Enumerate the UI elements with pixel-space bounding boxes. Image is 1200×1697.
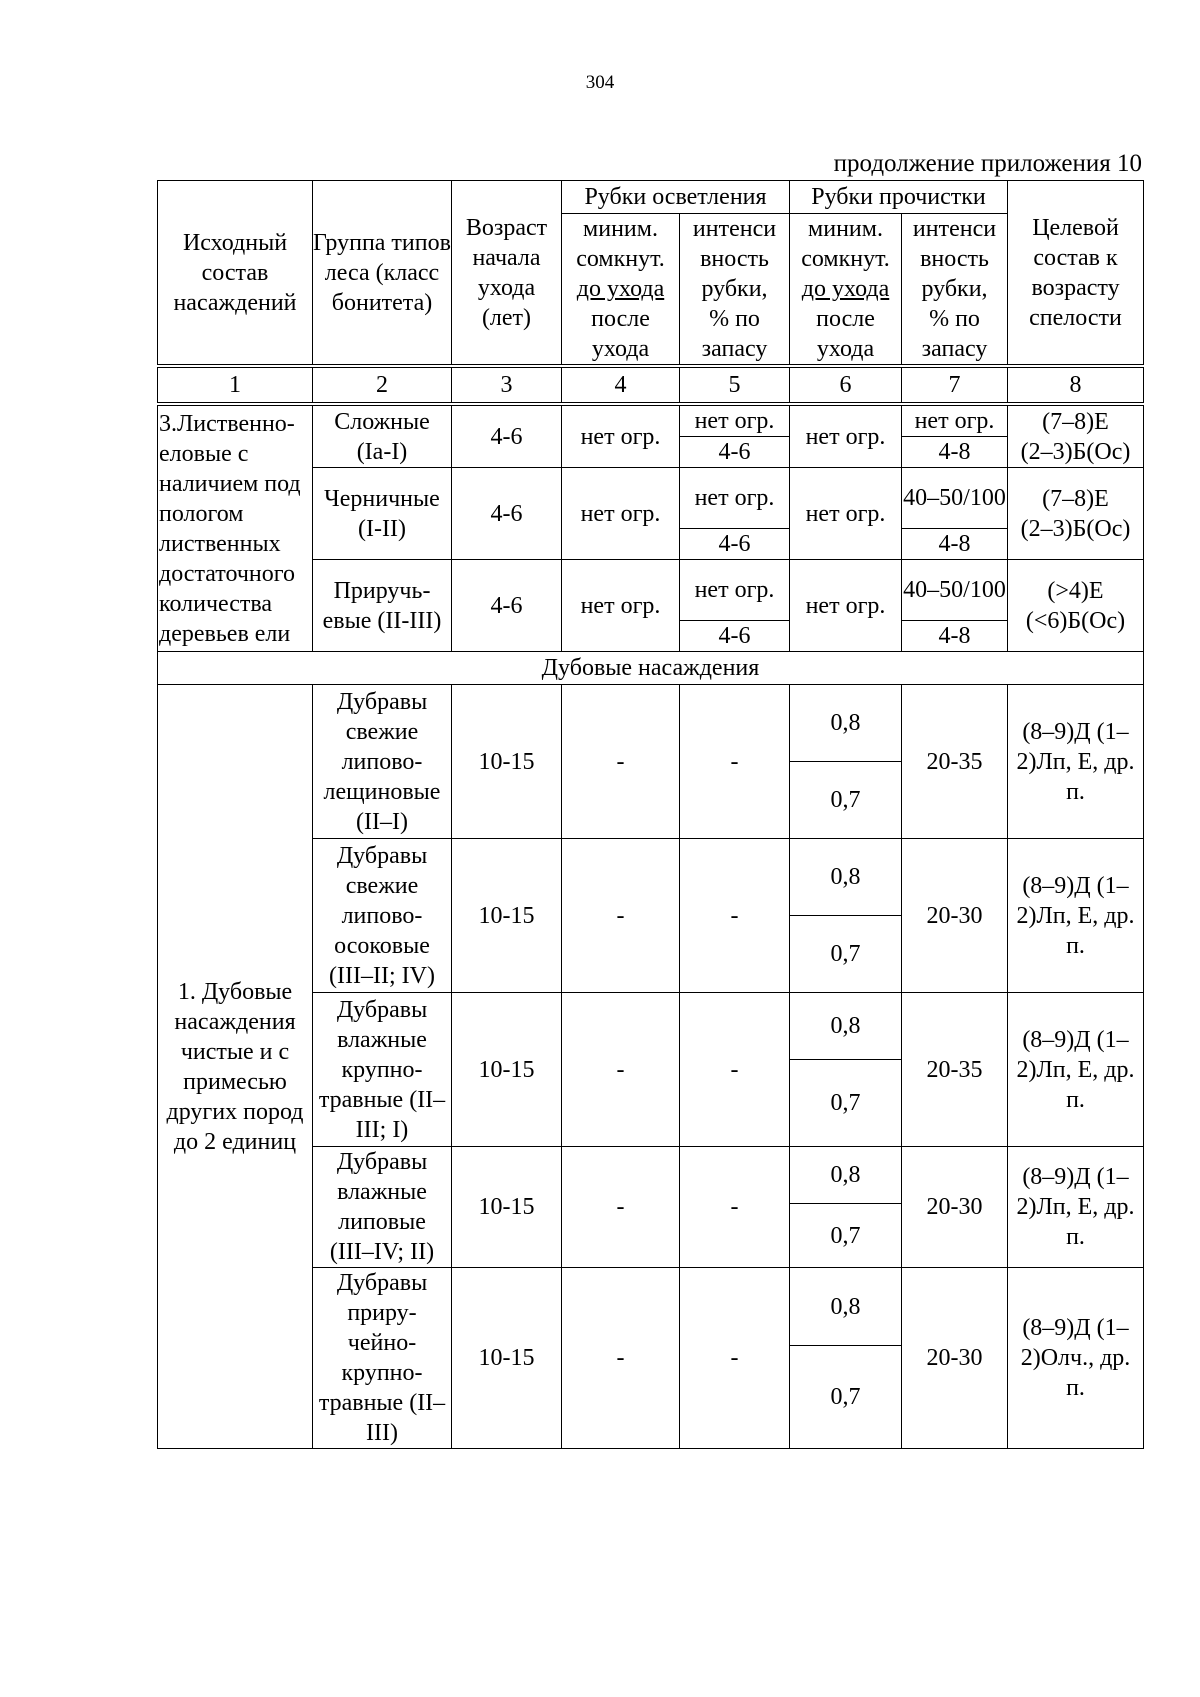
- forest-type-cell: Черничные (I-II): [313, 468, 452, 560]
- cleaning-intensity-cell: 20-30: [902, 1268, 1008, 1449]
- appendix-table-container: [157, 180, 1143, 1449]
- lightening-min-closure-cell: -: [562, 839, 680, 993]
- column-number-row: [158, 366, 1144, 404]
- target-composition-cell: (8–9)Д (1–2)Лп, Е, др. п.: [1008, 685, 1144, 839]
- cleaning-intensity-cell: 20-35: [902, 993, 1008, 1147]
- cleaning-min-closure-top-cell: 0,8: [790, 993, 902, 1060]
- lightening-min-closure-cell: -: [562, 993, 680, 1147]
- start-age-cell: 4-6: [452, 468, 562, 560]
- target-composition-cell: (>4)Е (<6)Б(Ос): [1008, 560, 1144, 652]
- cleaning-min-closure-top-cell: 0,8: [790, 1268, 902, 1346]
- lightening-intensity-cell: -: [680, 685, 790, 839]
- header-target-composition: Целевой состав к возрасту спелости: [1008, 181, 1144, 367]
- start-age-cell: 10-15: [452, 1268, 562, 1449]
- lightening-min-closure-cell: -: [562, 685, 680, 839]
- cleaning-min-closure-cell: нет огр.: [790, 560, 902, 652]
- target-composition-cell: (8–9)Д (1–2)Лп, Е, др. п.: [1008, 839, 1144, 993]
- forest-type-cell: Дубравы влажные липовые (III–IV; II): [313, 1147, 452, 1268]
- cleaning-intensity-top-cell: 40–50/100: [902, 560, 1008, 621]
- header-intensity-cleaning: интенси вность рубки, % по запасу: [902, 214, 1008, 367]
- lightening-min-closure-cell: нет огр.: [562, 560, 680, 652]
- column-number: 8: [1008, 366, 1144, 404]
- cleaning-min-closure-cell: нет огр.: [790, 468, 902, 560]
- lightening-intensity-bottom-cell: 4-6: [680, 529, 790, 560]
- column-number: 4: [562, 366, 680, 404]
- page-number: 304: [585, 72, 615, 93]
- column-number: 6: [790, 366, 902, 404]
- forest-type-cell: Дубравы приру-чейно-крупно-травные (II–III): [313, 1268, 452, 1449]
- header-initial-composition: Исходный состав насаждений: [158, 181, 313, 367]
- cleaning-intensity-bottom-cell: 4-8: [902, 529, 1008, 560]
- forest-type-cell: Дубравы свежие липово-осоковые (III–II; IV): [313, 839, 452, 993]
- start-age-cell: 10-15: [452, 685, 562, 839]
- cleaning-intensity-top-cell: нет огр.: [902, 404, 1008, 437]
- start-age-cell: 10-15: [452, 1147, 562, 1268]
- cleaning-min-closure-top-cell: 0,8: [790, 839, 902, 916]
- lightening-min-closure-cell: -: [562, 1147, 680, 1268]
- forest-type-cell: Приручь-евые (II-III): [313, 560, 452, 652]
- start-age-cell: 4-6: [452, 404, 562, 468]
- column-number: 3: [452, 366, 562, 404]
- cleaning-min-closure-bottom-cell: 0,7: [790, 916, 902, 993]
- cleaning-intensity-cell: 20-30: [902, 839, 1008, 993]
- cleaning-intensity-bottom-cell: 4-8: [902, 621, 1008, 652]
- lightening-intensity-top-cell: нет огр.: [680, 560, 790, 621]
- target-composition-cell: (8–9)Д (1–2)Лп, Е, др. п.: [1008, 1147, 1144, 1268]
- header-forest-type-group: Группа типов леса (класс бонитета): [313, 181, 452, 367]
- lightening-intensity-top-cell: нет огр.: [680, 468, 790, 529]
- lightening-intensity-cell: -: [680, 1147, 790, 1268]
- table-row: [158, 404, 1144, 437]
- lightening-intensity-bottom-cell: 4-6: [680, 437, 790, 468]
- lightening-min-closure-cell: -: [562, 1268, 680, 1449]
- thinning-regime-table: [157, 180, 1144, 1449]
- lightening-intensity-cell: -: [680, 839, 790, 993]
- header-min-closure-cleaning: миним. сомкнут. до ухода после ухода: [790, 214, 902, 367]
- cleaning-min-closure-bottom-cell: 0,7: [790, 1060, 902, 1147]
- cleaning-min-closure-top-cell: 0,8: [790, 1147, 902, 1204]
- group-composition-cell: 1. Дубовые насаждения чистые и с примесью других пород до 2 единиц: [158, 685, 313, 1449]
- column-number: 1: [158, 366, 313, 404]
- target-composition-cell: (7–8)Е (2–3)Б(Ос): [1008, 404, 1144, 468]
- header-start-age: Возраст начала ухода (лет): [452, 181, 562, 367]
- lightening-intensity-cell: -: [680, 993, 790, 1147]
- target-composition-cell: (7–8)Е (2–3)Б(Ос): [1008, 468, 1144, 560]
- continuation-label: продолжение приложения 10: [833, 150, 1142, 177]
- target-composition-cell: (8–9)Д (1–2)Олч., др. п.: [1008, 1268, 1144, 1449]
- start-age-cell: 10-15: [452, 839, 562, 993]
- cleaning-min-closure-bottom-cell: 0,7: [790, 1204, 902, 1268]
- cleaning-min-closure-cell: нет огр.: [790, 404, 902, 468]
- header-cleaning-cuttings: Рубки прочистки: [790, 181, 1008, 214]
- header-intensity-lightening: интенси вность рубки, % по запасу: [680, 214, 790, 367]
- header-min-closure-lightening: миним. сомкнут. до ухода после ухода: [562, 214, 680, 367]
- lightening-min-closure-cell: нет огр.: [562, 404, 680, 468]
- target-composition-cell: (8–9)Д (1–2)Лп, Е, др. п.: [1008, 993, 1144, 1147]
- header-row-groups: [158, 181, 1144, 214]
- cleaning-intensity-cell: 20-30: [902, 1147, 1008, 1268]
- lightening-intensity-bottom-cell: 4-6: [680, 621, 790, 652]
- group-composition-cell: 3.Лиственно-еловые с наличием под пологом лиственных достаточного количества деревьев ели: [158, 404, 313, 652]
- section-row: [158, 652, 1144, 685]
- column-number: 5: [680, 366, 790, 404]
- forest-type-cell: Сложные (Ia-I): [313, 404, 452, 468]
- lightening-intensity-cell: -: [680, 1268, 790, 1449]
- column-number: 2: [313, 366, 452, 404]
- forest-type-cell: Дубравы влажные крупно-травные (II–III; I): [313, 993, 452, 1147]
- lightening-min-closure-cell: нет огр.: [562, 468, 680, 560]
- cleaning-intensity-bottom-cell: 4-8: [902, 437, 1008, 468]
- header-lightening-cuttings: Рубки осветления: [562, 181, 790, 214]
- forest-type-cell: Дубравы свежие липово-лещиновые (II–I): [313, 685, 452, 839]
- column-number: 7: [902, 366, 1008, 404]
- cleaning-min-closure-top-cell: 0,8: [790, 685, 902, 762]
- section-title-oak: Дубовые насаждения: [158, 652, 1144, 685]
- cleaning-min-closure-bottom-cell: 0,7: [790, 762, 902, 839]
- start-age-cell: 10-15: [452, 993, 562, 1147]
- cleaning-intensity-top-cell: 40–50/100: [902, 468, 1008, 529]
- lightening-intensity-top-cell: нет огр.: [680, 404, 790, 437]
- start-age-cell: 4-6: [452, 560, 562, 652]
- cleaning-intensity-cell: 20-35: [902, 685, 1008, 839]
- table-row: [158, 685, 1144, 762]
- cleaning-min-closure-bottom-cell: 0,7: [790, 1346, 902, 1449]
